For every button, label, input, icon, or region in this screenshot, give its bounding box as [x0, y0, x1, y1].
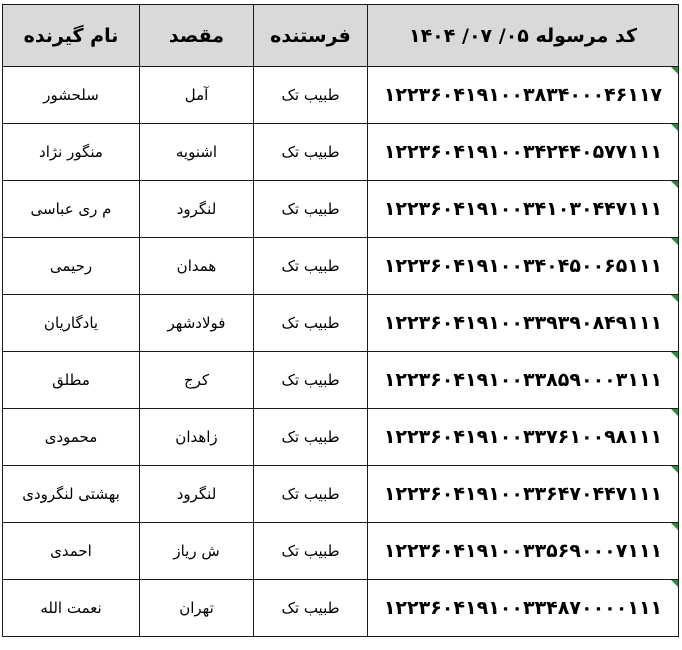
- destination-cell-text: تهران: [179, 599, 214, 617]
- tracking-code-cell-text: ۱۲۲۳۶۰۴۱۹۱۰۰۳۳۸۵۹۰۰۰۳۱۱۱: [383, 369, 663, 391]
- sender-cell-text: طبیب تک: [281, 485, 340, 503]
- tracking-code-cell[interactable]: [368, 67, 679, 124]
- recipient-cell[interactable]: [3, 181, 140, 238]
- destination-cell-text: اشنویه: [175, 143, 218, 161]
- recipient-cell-text: محمودی: [44, 428, 98, 446]
- tracking-code-cell-text: ۱۲۲۳۶۰۴۱۹۱۰۰۳۴۲۴۴۰۵۷۷۱۱۱: [383, 141, 663, 163]
- table-row: [3, 466, 679, 523]
- destination-cell-text: ش ریاز: [173, 542, 220, 560]
- sender-cell-text: طبیب تک: [281, 86, 340, 104]
- cell-error-indicator-icon: [671, 409, 678, 416]
- header-code[interactable]: کد مرسوله ۰۵/ ۰۷/ ۱۴۰۴: [368, 5, 679, 67]
- destination-cell[interactable]: [140, 295, 254, 352]
- sender-cell-text: طبیب تک: [281, 314, 340, 332]
- destination-cell[interactable]: [140, 238, 254, 295]
- tracking-code-cell-text: ۱۲۲۳۶۰۴۱۹۱۰۰۳۴۰۴۵۰۰۶۵۱۱۱: [383, 255, 663, 277]
- recipient-cell[interactable]: [3, 580, 140, 637]
- tracking-code-cell-text: ۱۲۲۳۶۰۴۱۹۱۰۰۳۴۱۰۳۰۴۴۷۱۱۱: [383, 198, 663, 220]
- destination-cell-text: همدان: [176, 257, 217, 275]
- sender-cell-text: طبیب تک: [281, 257, 340, 275]
- table-row: [3, 523, 679, 580]
- tracking-code-cell[interactable]: [368, 523, 679, 580]
- recipient-cell[interactable]: [3, 409, 140, 466]
- tracking-code-cell-text: ۱۲۲۳۶۰۴۱۹۱۰۰۳۳۷۶۱۰۰۹۸۱۱۱: [383, 426, 663, 448]
- sender-cell-text: طبیب تک: [281, 428, 340, 446]
- sender-cell[interactable]: [254, 352, 368, 409]
- cell-error-indicator-icon: [671, 181, 678, 188]
- header-sender[interactable]: فرستنده: [254, 5, 368, 67]
- recipient-cell-text: سلحشور: [43, 86, 99, 104]
- sender-cell[interactable]: [254, 295, 368, 352]
- destination-cell[interactable]: [140, 181, 254, 238]
- tracking-code-cell[interactable]: [368, 181, 679, 238]
- recipient-cell[interactable]: [3, 67, 140, 124]
- destination-cell-text: لنگرود: [176, 200, 217, 218]
- tracking-code-cell[interactable]: [368, 409, 679, 466]
- table-row: [3, 181, 679, 238]
- recipient-cell[interactable]: [3, 523, 140, 580]
- recipient-cell[interactable]: [3, 466, 140, 523]
- tracking-code-cell-text: ۱۲۲۳۶۰۴۱۹۱۰۰۳۳۴۸۷۰۰۰۰۱۱۱: [383, 597, 663, 619]
- tracking-code-cell[interactable]: [368, 124, 679, 181]
- sender-cell[interactable]: [254, 67, 368, 124]
- sender-cell[interactable]: [254, 181, 368, 238]
- recipient-cell-text: منگور نژاد: [39, 143, 103, 161]
- table-row: [3, 238, 679, 295]
- header-row: [3, 5, 679, 67]
- table-row: [3, 124, 679, 181]
- destination-cell[interactable]: [140, 409, 254, 466]
- recipient-cell-text: یادگاریان: [43, 314, 99, 332]
- table-body: [3, 67, 679, 637]
- sender-cell[interactable]: [254, 580, 368, 637]
- sender-cell[interactable]: [254, 409, 368, 466]
- destination-cell[interactable]: [140, 580, 254, 637]
- tracking-code-cell-text: ۱۲۲۳۶۰۴۱۹۱۰۰۳۳۹۳۹۰۸۴۹۱۱۱: [383, 312, 663, 334]
- tracking-code-cell[interactable]: [368, 295, 679, 352]
- recipient-cell-text: احمدی: [50, 542, 92, 560]
- destination-cell[interactable]: [140, 523, 254, 580]
- sender-cell-text: طبیب تک: [281, 371, 340, 389]
- sender-cell-text: طبیب تک: [281, 599, 340, 617]
- cell-error-indicator-icon: [671, 295, 678, 302]
- recipient-cell[interactable]: [3, 238, 140, 295]
- tracking-code-cell-text: ۱۲۲۳۶۰۴۱۹۱۰۰۳۳۶۴۷۰۴۴۷۱۱۱: [383, 483, 663, 505]
- table-row: [3, 352, 679, 409]
- destination-cell[interactable]: [140, 124, 254, 181]
- tracking-code-cell-text: ۱۲۲۳۶۰۴۱۹۱۰۰۳۳۵۶۹۰۰۰۷۱۱۱: [383, 540, 663, 562]
- recipient-cell[interactable]: [3, 352, 140, 409]
- sender-cell[interactable]: [254, 523, 368, 580]
- destination-cell[interactable]: [140, 466, 254, 523]
- tracking-code-cell[interactable]: [368, 580, 679, 637]
- sender-cell-text: طبیب تک: [281, 143, 340, 161]
- destination-cell-text: کرج: [183, 371, 210, 389]
- cell-error-indicator-icon: [671, 523, 678, 530]
- sender-cell[interactable]: [254, 124, 368, 181]
- table-row: [3, 67, 679, 124]
- destination-cell-text: آمل: [184, 86, 209, 104]
- sender-cell[interactable]: [254, 466, 368, 523]
- recipient-cell-text: م ری عباسی: [30, 200, 112, 218]
- tracking-code-cell[interactable]: [368, 466, 679, 523]
- recipient-cell-text: مطلق: [52, 371, 90, 389]
- destination-cell-text: زاهدان: [175, 428, 218, 446]
- recipient-cell-text: بهشتی لنگرودی: [22, 485, 120, 503]
- cell-error-indicator-icon: [671, 67, 678, 74]
- tracking-code-cell-text: ۱۲۲۳۶۰۴۱۹۱۰۰۳۸۳۴۰۰۰۴۶۱۱۷: [383, 84, 663, 106]
- recipient-cell-text: رحیمی: [49, 257, 93, 275]
- sender-cell[interactable]: [254, 238, 368, 295]
- sender-cell-text: طبیب تک: [281, 542, 340, 560]
- destination-cell-text: فولادشهر: [167, 314, 226, 332]
- cell-error-indicator-icon: [671, 124, 678, 131]
- tracking-code-cell[interactable]: [368, 238, 679, 295]
- spreadsheet-view: [2, 4, 678, 646]
- recipient-cell[interactable]: [3, 124, 140, 181]
- cell-error-indicator-icon: [671, 352, 678, 359]
- header-recipient[interactable]: نام گیرنده: [3, 5, 140, 67]
- table-row: [3, 580, 679, 637]
- table-row: [3, 295, 679, 352]
- cell-error-indicator-icon: [671, 238, 678, 245]
- recipient-cell-text: نعمت الله: [40, 599, 102, 617]
- tracking-code-cell[interactable]: [368, 352, 679, 409]
- destination-cell[interactable]: [140, 352, 254, 409]
- destination-cell-text: لنگرود: [176, 485, 217, 503]
- cell-error-indicator-icon: [671, 466, 678, 473]
- cell-error-indicator-icon: [671, 580, 678, 587]
- destination-cell[interactable]: [140, 67, 254, 124]
- sender-cell-text: طبیب تک: [281, 200, 340, 218]
- shipment-table: [2, 4, 679, 637]
- header-destination[interactable]: مقصد: [140, 5, 254, 67]
- recipient-cell[interactable]: [3, 295, 140, 352]
- table-row: [3, 409, 679, 466]
